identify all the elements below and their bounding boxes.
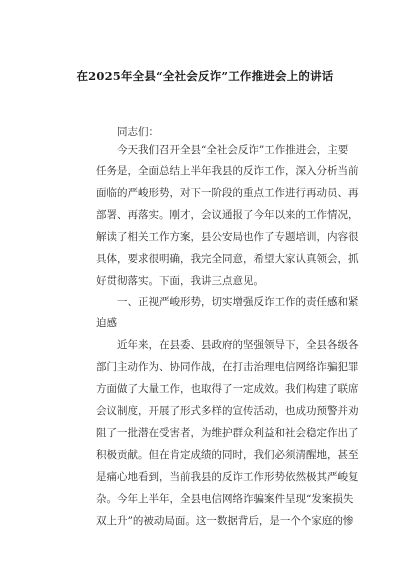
salutation: 同志们： — [117, 126, 159, 138]
paragraph-line: 好贯彻落实。下面，我讲三点意见。 — [96, 275, 264, 287]
paragraph-line: 今天我们召开全县“全社会反诈”工作推进会，主要 — [117, 144, 349, 156]
section-heading-line: 迫感 — [96, 317, 117, 329]
paragraph-line: 积极贡献。但在肯定成绩的同时，我们必须清醒地，甚至 — [96, 449, 359, 461]
paragraph-line: 部门主动作为、协同作战，在打击治理电信网络诈骗犯罪 — [96, 361, 359, 373]
paragraph-line: 杂。今年上半年，全县电信网络诈骗案件呈现“发案损失 — [96, 493, 354, 505]
paragraph-line: 任务是，全面总结上半年我县的反诈工作，深入分析当前 — [96, 165, 359, 177]
document-title: 在2025年全县“全社会反诈”工作推进会上的讲话 — [76, 69, 334, 83]
paragraph-line: 是痛心地看到，当前我县的反诈工作形势依然极其严峻复 — [96, 471, 359, 483]
paragraph-line: 阻了一批潜在受害者，为维护群众利益和社会稳定作出了 — [96, 427, 359, 439]
section-heading-line: 一、正视严峻形势，切实增强反诈工作的责任感和紧 — [117, 296, 359, 308]
paragraph-line: 近年来，在县委、县政府的坚强领导下，全县各级各 — [117, 339, 359, 351]
paragraph-line: 方面做了大量工作，也取得了一定成效。我们构建了联席 — [96, 383, 359, 395]
paragraph-line: 面临的严峻形势，对下一阶段的重点工作进行再动员、再 — [96, 187, 359, 199]
paragraph-line: 会议制度，开展了形式多样的宣传活动，也成功预警并劝 — [96, 405, 359, 417]
paragraph-line: 双上升”的被动局面。这一数据背后，是一个个家庭的惨 — [96, 515, 354, 527]
paragraph-line: 解读了相关工作方案，县公安局也作了专题培训，内容很 — [96, 231, 359, 243]
paragraph-line: 具体，要求很明确，我完全同意，希望大家认真领会，抓 — [96, 253, 359, 265]
paragraph-line: 部署、再落实。刚才，会议通报了今年以来的工作情况， — [96, 209, 359, 221]
